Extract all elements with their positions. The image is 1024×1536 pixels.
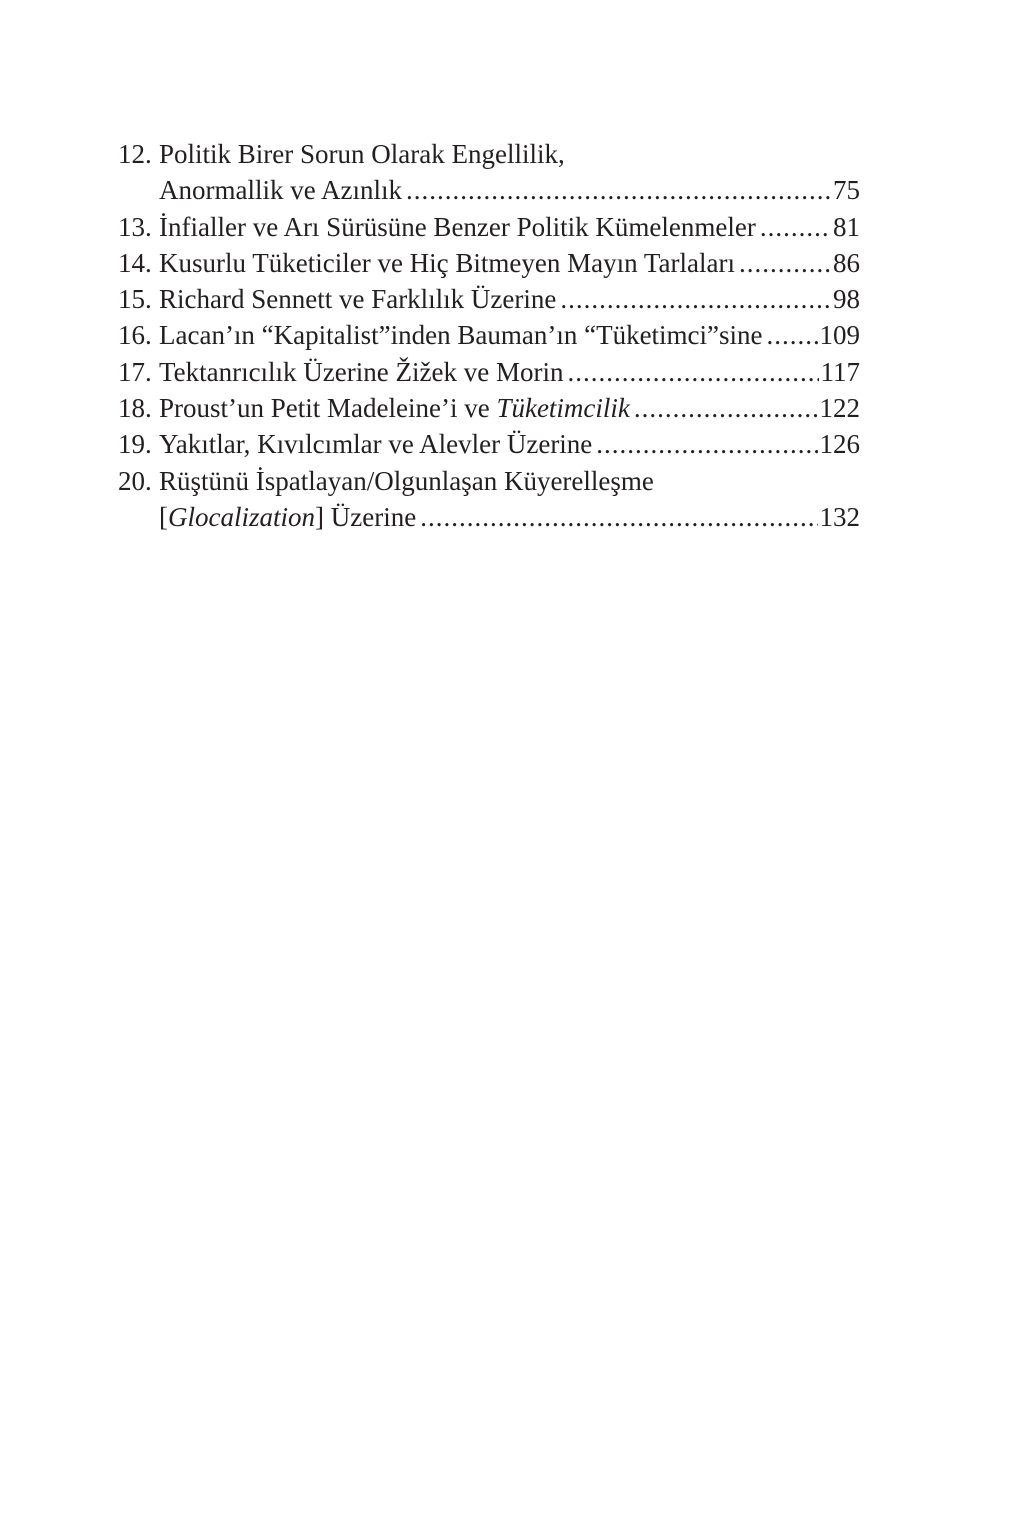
toc-entry-19[interactable] (118, 426, 860, 462)
entry-title: Yakıtlar, Kıvılcımlar ve Alevler Üzerine (159, 429, 593, 460)
dot-leader (739, 245, 831, 281)
entry-title: Richard Sennett ve Farklılık Üzerine (159, 284, 557, 315)
toc-entry-20[interactable] (118, 463, 860, 536)
entry-title: İnfialler ve Arı Sürüsüne Benzer Politik Kümelenmeler (159, 211, 756, 242)
entry-number: 20. (118, 465, 152, 496)
entry-number: 14. (118, 247, 152, 278)
toc-entry-13[interactable] (118, 209, 860, 245)
entry-title-italic: Tüketimcilik (496, 393, 630, 424)
toc-entry-14[interactable] (118, 245, 860, 281)
entry-title-italic: Glocalization (168, 501, 315, 532)
entry-page-number: 98 (833, 284, 860, 315)
entry-number: 15. (118, 284, 152, 315)
toc-entry-12[interactable] (118, 136, 860, 209)
entry-title: Lacan’ın “Kapitalist”inden Bauman’ın “Tüketimci”sine (159, 320, 763, 351)
toc-entry-17[interactable] (118, 354, 860, 390)
entry-number: 12. (118, 139, 152, 169)
entry-page-number: 132 (819, 501, 860, 532)
table-of-contents (118, 136, 860, 535)
dot-leader (596, 426, 817, 462)
toc-entry-15[interactable] (118, 281, 860, 317)
entry-title: Tektanrıcılık Üzerine Žižek ve Morin (159, 356, 564, 387)
toc-entry-16[interactable] (118, 317, 860, 353)
toc-entry-18[interactable] (118, 390, 860, 426)
bracket-open: [ (159, 501, 168, 532)
entry-page-number: 75 (833, 175, 860, 206)
entry-title: Politik Birer Sorun Olarak Engellilik, (159, 139, 565, 169)
dot-leader (760, 209, 831, 245)
entry-number: 17. (118, 356, 152, 387)
dot-leader (560, 281, 831, 317)
entry-title: Rüştünü İspatlayan/Olgunlaşan Küyerelleşme (159, 465, 654, 496)
dot-leader (567, 354, 818, 390)
entry-title-continued (159, 499, 416, 535)
entry-page-number: 109 (819, 320, 860, 351)
entry-page-number: 81 (833, 211, 860, 242)
entry-number: 13. (118, 211, 152, 242)
bracket-close-text: ] Üzerine (315, 501, 417, 532)
entry-title: Kusurlu Tüketiciler ve Hiç Bitmeyen Mayın Tarlaları (159, 247, 735, 278)
entry-title (159, 390, 630, 426)
entry-page-number: 117 (820, 356, 860, 387)
dot-leader (406, 172, 831, 208)
entry-number: 18. (118, 393, 152, 424)
entry-number: 19. (118, 429, 152, 460)
dot-leader (767, 317, 818, 353)
entry-page-number: 126 (819, 429, 860, 460)
dot-leader (420, 499, 817, 535)
entry-number: 16. (118, 320, 152, 351)
entry-title-continued: Anormallik ve Azınlık (159, 175, 402, 206)
entry-title-plain: Proust’un Petit Madeleine’i ve (159, 393, 497, 424)
entry-page-number: 86 (833, 247, 860, 278)
dot-leader (634, 390, 818, 426)
entry-page-number: 122 (819, 393, 860, 424)
